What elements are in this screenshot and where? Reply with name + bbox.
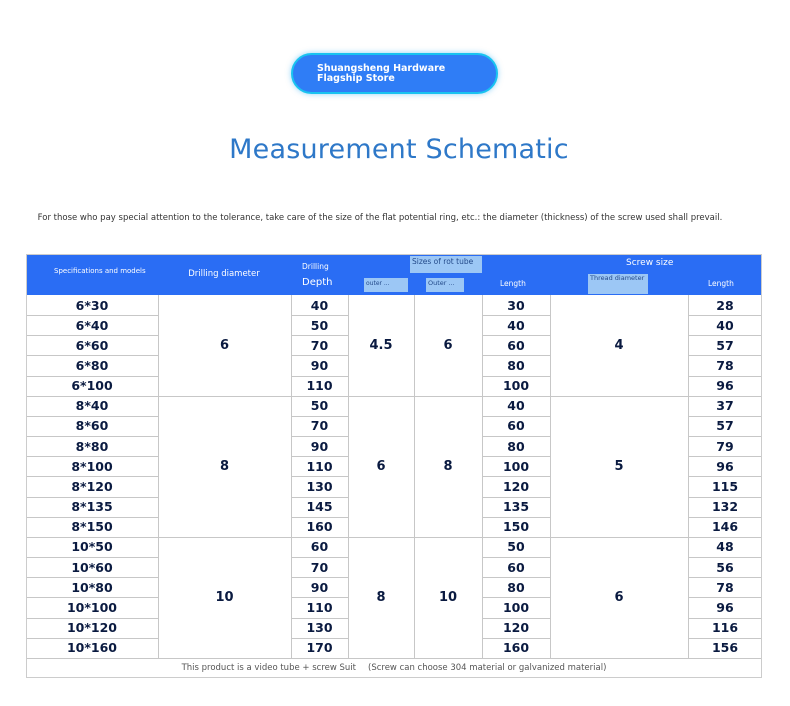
drill-depth-cell: 70 <box>310 418 329 434</box>
spec-cell: 6*30 <box>75 297 109 313</box>
tube-length-cell: 40 <box>507 317 525 333</box>
drill-depth-cell: 70 <box>310 559 329 575</box>
tube-length-cell: 100 <box>502 458 530 474</box>
drill-depth-cell: 110 <box>306 458 333 474</box>
screw-length-cell: 116 <box>711 620 739 636</box>
header-tube-length: Length <box>500 279 526 288</box>
drill-depth-cell: 50 <box>310 398 329 414</box>
screw-length-cell: 78 <box>716 357 734 373</box>
spec-cell: 8*150 <box>71 519 113 535</box>
outer-diameter-2-cell: 8 <box>443 458 453 474</box>
spec-cell: 8*100 <box>71 458 113 474</box>
spec-cell: 8*80 <box>75 438 109 454</box>
spec-cell: 8*135 <box>71 499 113 515</box>
screw-length-cell: 132 <box>711 499 739 515</box>
header-spec: Specifications and models <box>54 267 146 275</box>
header-screw-group: Screw size <box>626 258 674 268</box>
screw-length-cell: 40 <box>716 317 734 333</box>
drill-depth-cell: 145 <box>306 499 333 515</box>
tube-length-cell: 80 <box>507 438 525 454</box>
tube-length-cell: 100 <box>502 599 530 615</box>
outer-diameter-1-cell: 8 <box>376 589 386 605</box>
tube-length-cell: 60 <box>507 418 525 434</box>
screw-length-cell: 56 <box>716 559 734 575</box>
drill-depth-cell: 110 <box>306 378 333 394</box>
spec-cell: 6*60 <box>75 337 109 353</box>
spec-cell: 10*80 <box>71 579 113 595</box>
screw-length-cell: 96 <box>716 378 734 394</box>
spec-cell: 10*120 <box>66 620 118 636</box>
drill-depth-cell: 40 <box>310 297 329 313</box>
drill-depth-cell: 90 <box>310 357 329 373</box>
screw-length-cell: 115 <box>711 478 739 494</box>
table-header <box>26 254 762 295</box>
tube-length-cell: 120 <box>502 620 530 636</box>
screw-length-cell: 28 <box>716 297 734 313</box>
screw-length-cell: 156 <box>711 640 739 656</box>
spec-cell: 10*100 <box>66 599 118 615</box>
screw-length-cell: 79 <box>716 438 734 454</box>
outer-diameter-1-cell: 6 <box>376 458 386 474</box>
header-screw-length: Length <box>708 279 734 288</box>
column-divider <box>414 295 415 658</box>
column-divider <box>482 295 483 658</box>
spec-cell: 8*40 <box>75 398 109 414</box>
spec-cell: 10*60 <box>71 559 113 575</box>
tube-length-cell: 100 <box>502 378 530 394</box>
store-name-badge[interactable] <box>291 53 498 94</box>
drill-depth-cell: 110 <box>306 599 333 615</box>
footer-note-part2: (Screw can choose 304 material or galvanized material) <box>368 663 607 673</box>
header-drill-diameter: Drilling diameter <box>188 269 260 279</box>
column-divider <box>550 295 551 658</box>
header-outer-2: Outer ... <box>426 278 464 292</box>
tube-length-cell: 60 <box>507 337 525 353</box>
drill-depth-cell: 130 <box>306 620 333 636</box>
spec-cell: 8*60 <box>75 418 109 434</box>
header-drill-depth-bottom: Depth <box>302 277 333 288</box>
tube-length-cell: 80 <box>507 579 525 595</box>
tube-length-cell: 30 <box>507 297 525 313</box>
drill-depth-cell: 90 <box>310 438 329 454</box>
drill-depth-cell: 60 <box>310 539 329 555</box>
screw-length-cell: 57 <box>716 418 734 434</box>
tube-length-cell: 50 <box>507 539 525 555</box>
store-name-label: Shuangsheng Hardware Flagship Store <box>317 63 446 84</box>
screw-length-cell: 57 <box>716 337 734 353</box>
drill-diameter-cell: 10 <box>215 589 234 605</box>
measurement-table <box>26 254 762 678</box>
outer-diameter-2-cell: 6 <box>443 337 453 353</box>
screw-length-cell: 37 <box>716 398 734 414</box>
tube-length-cell: 60 <box>507 559 525 575</box>
screw-length-cell: 78 <box>716 579 734 595</box>
screw-length-cell: 96 <box>716 458 734 474</box>
drill-depth-cell: 50 <box>310 317 329 333</box>
drill-depth-cell: 90 <box>310 579 329 595</box>
tolerance-note: For those who pay special attention to the tolerance, take care of the size of the flat potential ring, etc.: the diameter (thickness) of the screw used shall prevail. <box>37 213 723 223</box>
spec-cell: 6*100 <box>71 378 113 394</box>
outer-diameter-2-cell: 10 <box>438 589 458 605</box>
column-divider <box>291 295 292 658</box>
tube-length-cell: 150 <box>502 519 530 535</box>
spec-cell: 10*50 <box>71 539 113 555</box>
screw-length-cell: 48 <box>716 539 734 555</box>
drill-depth-cell: 170 <box>306 640 333 656</box>
column-divider <box>348 295 349 658</box>
spec-cell: 6*40 <box>75 317 109 333</box>
outer-diameter-1-cell: 4.5 <box>369 337 393 353</box>
tube-length-cell: 160 <box>502 640 530 656</box>
tube-length-cell: 135 <box>502 499 530 515</box>
spec-cell: 8*120 <box>71 478 113 494</box>
spec-cell: 6*80 <box>75 357 109 373</box>
header-drill-depth-top: Drilling <box>302 262 329 271</box>
drill-depth-cell: 70 <box>310 337 329 353</box>
header-tube-group: Sizes of rot tube <box>410 256 482 273</box>
footer-note <box>26 658 762 678</box>
screw-length-cell: 96 <box>716 599 734 615</box>
column-divider <box>158 295 159 658</box>
tube-length-cell: 80 <box>507 357 525 373</box>
header-thread: Thread diameter <box>588 274 648 294</box>
page-title: Measurement Schematic <box>229 134 569 165</box>
tube-length-cell: 40 <box>507 398 525 414</box>
thread-diameter-cell: 5 <box>614 458 624 474</box>
column-divider <box>688 295 689 658</box>
drill-diameter-cell: 8 <box>219 458 230 474</box>
thread-diameter-cell: 6 <box>614 589 624 605</box>
thread-diameter-cell: 4 <box>614 337 624 353</box>
screw-length-cell: 146 <box>711 519 739 535</box>
drill-depth-cell: 130 <box>306 478 333 494</box>
drill-depth-cell: 160 <box>306 519 333 535</box>
spec-cell: 10*160 <box>66 640 118 656</box>
footer-note-part1: This product is a video tube + screw Suit <box>181 663 356 673</box>
drill-diameter-cell: 6 <box>219 337 230 353</box>
header-outer-1: outer ... <box>364 278 408 292</box>
tube-length-cell: 120 <box>502 478 530 494</box>
